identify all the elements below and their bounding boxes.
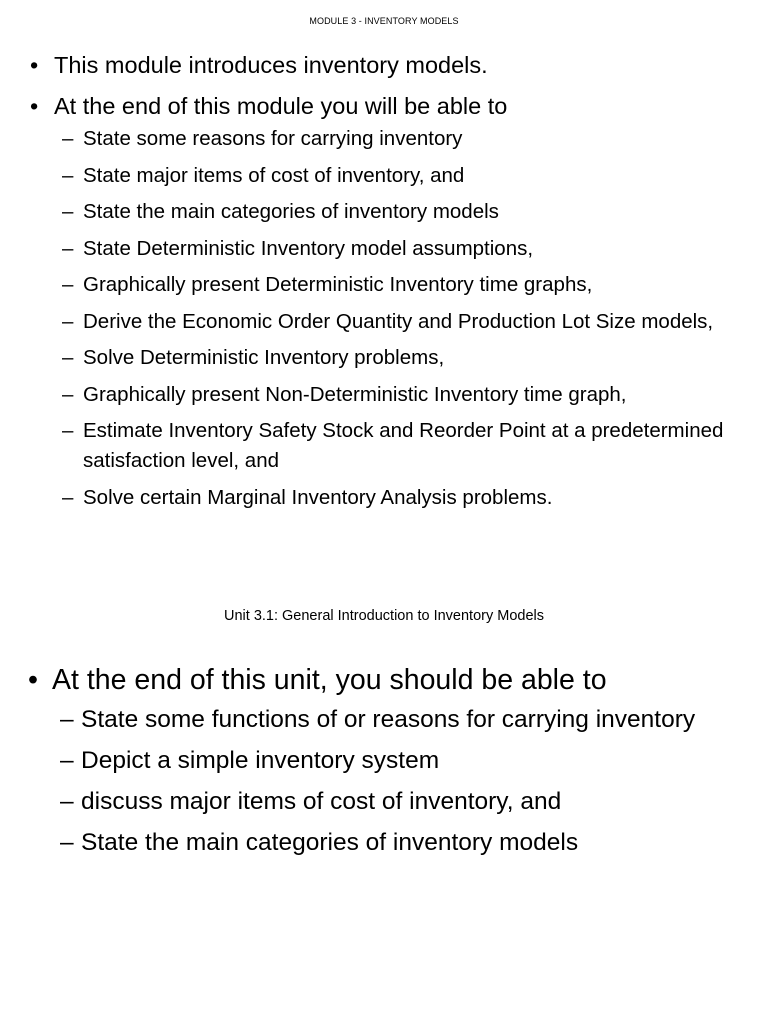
sub-item: [60, 825, 748, 861]
sub-item: [60, 702, 748, 738]
sub-item: [62, 483, 750, 513]
module-objectives-list: [30, 48, 750, 520]
dash-glyph: –: [62, 200, 74, 223]
sub-item-text: discuss major items of cost of inventory, and: [81, 788, 562, 815]
dash-glyph: –: [62, 346, 74, 369]
sub-item: [62, 270, 750, 300]
sub-item: [62, 416, 750, 476]
page-header: MODULE 3 - INVENTORY MODELS: [309, 16, 459, 26]
unit-heading: Unit 3.1: General Introduction to Inventory Models: [224, 608, 544, 624]
sub-item-text: Solve certain Marginal Inventory Analysis problems.: [83, 485, 553, 509]
sub-item-text: Depict a simple inventory system: [81, 747, 440, 774]
sub-item-text: Solve Deterministic Inventory problems,: [83, 346, 445, 369]
dash-glyph: –: [62, 419, 74, 442]
dash-glyph: –: [60, 788, 74, 815]
bullet-glyph: •: [30, 52, 39, 78]
sub-item: [62, 124, 750, 154]
sub-item: [62, 343, 750, 373]
bullet-text: At the end of this unit, you should be able to: [52, 664, 607, 696]
sub-item-text: State Deterministic Inventory model assumptions,: [83, 236, 534, 260]
sub-item: [60, 784, 748, 820]
dash-glyph: –: [62, 163, 74, 187]
sub-item: [62, 380, 750, 410]
dash-glyph: –: [60, 747, 74, 774]
dash-glyph: –: [62, 273, 74, 296]
dash-glyph: –: [62, 485, 74, 509]
sub-item-text: State some reasons for carrying inventory: [83, 127, 463, 150]
dash-glyph: –: [62, 236, 74, 260]
bullet-glyph: •: [28, 664, 38, 696]
dash-glyph: –: [62, 309, 74, 333]
dash-glyph: –: [60, 706, 74, 733]
bullet-item: [30, 48, 750, 82]
sub-item-text: Graphically present Deterministic Inventory time graphs,: [83, 273, 593, 296]
bullet-item: [28, 660, 748, 861]
bullet-text: This module introduces inventory models.: [54, 52, 488, 78]
sub-item-text: State major items of cost of inventory, and: [83, 163, 465, 187]
sub-item: [62, 161, 750, 191]
sub-item-text: Estimate Inventory Safety Stock and Reorder Point at a predetermined satisfaction level, and: [83, 419, 724, 472]
sub-item-text: State the main categories of inventory models: [81, 829, 579, 856]
sub-item-text: Graphically present Non-Deterministic Inventory time graph,: [83, 382, 627, 406]
sub-item: [62, 307, 750, 337]
sub-item: [62, 197, 750, 227]
unit-objectives-list: [28, 660, 748, 866]
objectives-sublist: [62, 124, 750, 513]
unit-objectives-sublist: [60, 702, 748, 861]
sub-item-text: State the main categories of inventory models: [83, 200, 499, 223]
sub-item-text: State some functions of or reasons for carrying inventory: [81, 706, 696, 733]
sub-item: [60, 743, 748, 779]
dash-glyph: –: [60, 829, 74, 856]
bullet-item: [30, 89, 750, 513]
dash-glyph: –: [62, 127, 74, 150]
sub-item-text: Derive the Economic Order Quantity and Production Lot Size models,: [83, 309, 714, 333]
bullet-glyph: •: [30, 93, 39, 119]
bullet-text: At the end of this module you will be able to: [54, 93, 508, 119]
dash-glyph: –: [62, 382, 74, 406]
sub-item: [62, 234, 750, 264]
